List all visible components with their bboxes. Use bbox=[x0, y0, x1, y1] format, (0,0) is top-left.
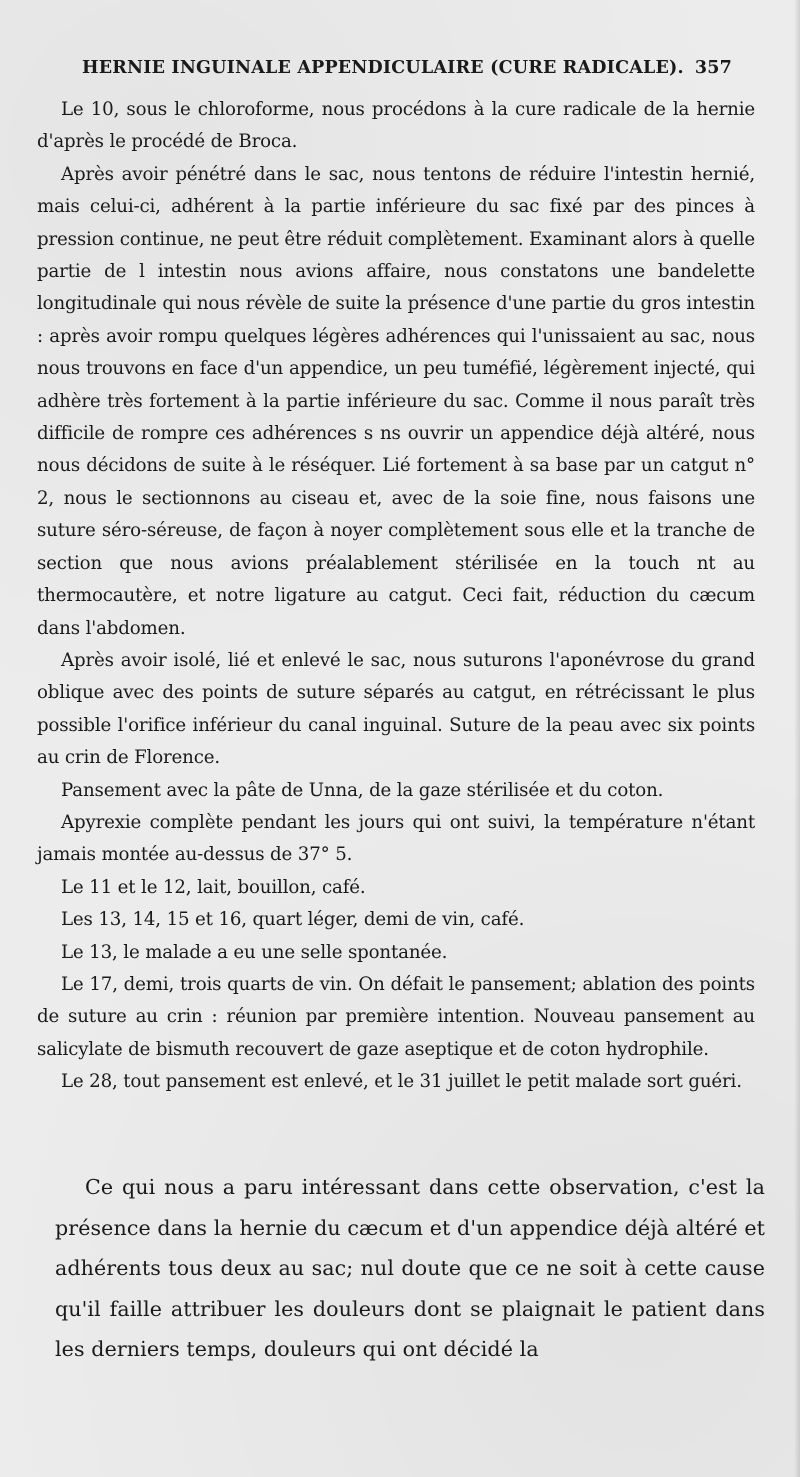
paragraph: Les 13, 14, 15 et 16, quart léger, demi de vin, café. bbox=[61, 909, 525, 931]
paragraph: Le 17, demi, trois quarts de vin. On défait le pansement; ablation des points de suture au crin : réunion par première intention. Nouveau pansement au salicylate de bismuth recouvert de gaze aseptique et de coton hydrophile. bbox=[37, 973, 755, 1060]
running-head-title: HERNIE INGUINALE APPENDICULAIRE (CURE RADICALE). bbox=[82, 58, 684, 78]
paragraph: Le 10, sous le chloroforme, nous procédons à la cure radicale de la hernie d'après le procédé de Broca. bbox=[37, 99, 755, 153]
paragraph: Après avoir isolé, lié et enlevé le sac, nous suturons l'aponévrose du grand oblique avec des points de suture séparés au catgut, en rétrécissant le plus possible l'orifice inférieur du canal inguinal. Suture de la peau avec six points au crin de Florence. bbox=[37, 649, 755, 769]
page-number: 357 bbox=[694, 58, 732, 78]
paragraph: Le 28, tout pansement est enlevé, et le 31 juillet le petit malade sort guéri. bbox=[61, 1071, 742, 1093]
conclusion-text bbox=[55, 1167, 765, 1370]
paragraph: Le 11 et le 12, lait, bouillon, café. bbox=[61, 876, 366, 898]
paragraph: Le 13, le malade a eu une selle spontanée. bbox=[61, 941, 448, 963]
conclusion-paragraph: Ce qui nous a paru intéressant dans cette observation, c'est la présence dans la hernie du cæcum et d'un appendice déjà altéré et adhérents tous deux au sac; nul doute que ce ne soit à cette cause qu'il faille attribuer les douleurs dont se plaignait le patient dans les derniers temps, douleurs qui ont décidé la bbox=[55, 1175, 765, 1361]
paragraph: Après avoir pénétré dans le sac, nous tentons de réduire l'intestin hernié, mais celui-ci, adhérent à la partie inférieure du sac fixé par des pinces à pression continue, ne peut être réduit complètement. Examinant alors à quelle partie de l intestin nous avions affaire, nous constatons une bandelette longitudinale qui nous révèle de suite la présence d'une partie du gros intestin : après avoir rompu quelques légères adhérences qui l'unissaient au sac, nous nous trouvons en face d'un appendice, un peu tuméfié, légèrement injecté, qui adhère très fortement à la partie inférieure du sac. Comme il nous paraît très difficile de rompre ces adhérences s ns ouvrir un appendice déjà altéré, nous nous décidons de suite à le réséquer. Lié fortement à sa base par un catgut n° 2, nous le sectionnons au ciseau et, avec de la soie fine, nous faisons une suture séro-séreuse, de façon à noyer complètement sous elle et la tranche de section que nous avions préalablement stérilisée en la touch nt au thermocautère, et notre ligature au catgut. Ceci fait, réduction du cæcum dans l'abdomen. bbox=[37, 163, 755, 639]
observation-text bbox=[37, 94, 755, 1099]
page-edge-shadow bbox=[794, 0, 800, 1477]
paragraph: Apyrexie complète pendant les jours qui ont suivi, la température n'étant jamais montée au-dessus de 37° 5. bbox=[37, 811, 755, 866]
paragraph: Pansement avec la pâte de Unna, de la gaze stérilisée et du coton. bbox=[61, 779, 664, 801]
